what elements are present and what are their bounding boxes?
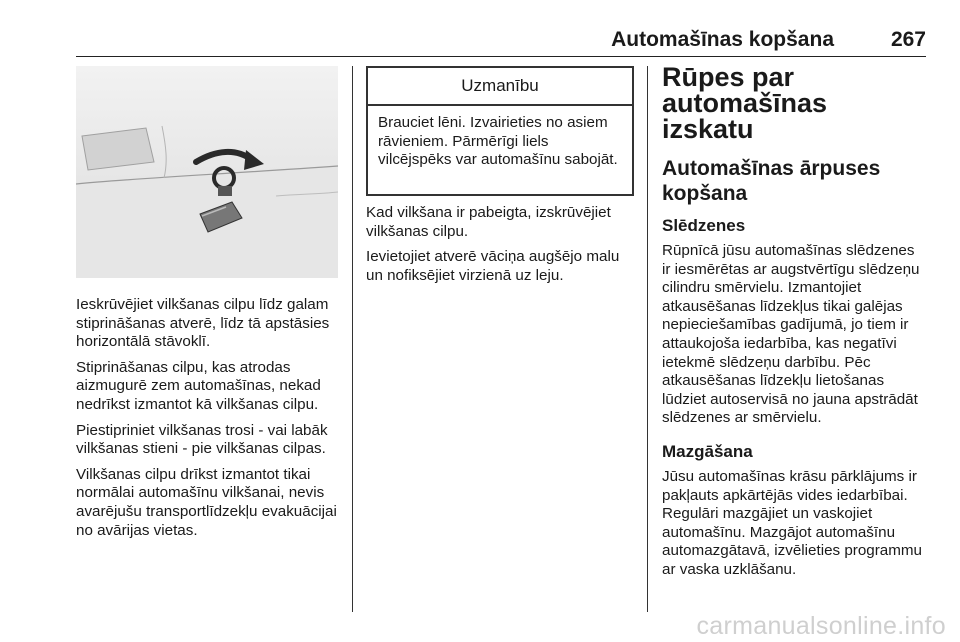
page-header [76, 0, 926, 58]
watermark: carmanualsonline.info [696, 612, 946, 640]
left-column-text [76, 296, 342, 547]
chapter-title: Automašīnas kopšana [611, 28, 834, 51]
section-subtitle: Automašīnas ārpuses kopšana [662, 157, 881, 205]
paragraph: Ievietojiet atverē vāciņa augšējo malu un nofiksējiet virzienā uz leju. [366, 248, 620, 284]
paragraph: Piestipriniet vilkšanas trosi - vai labāk vilkšanas stieni - pie vilkšanas cilpas. [76, 421, 328, 458]
column-divider-left [352, 66, 353, 612]
paragraph: Vilkšanas cilpu drīkst izmantot tikai normālai automašīnu vilkšanai, nevis avarējušu transportlīdzekļu evakuācijai no avārijas vietas. [76, 465, 337, 539]
paragraph: Rūpnīcā jūsu automašīnas slēdzenes ir iesmērētas ar augstvērtīgu slēdzeņu cilindru smērvielu. Izmantojiet atkausēšanas līdzekļus tikai galējas nepieciešamības gadījumā, jo tiem ir attaukojoša iedarbība, kas negatīvi ietekmē slēdzeņu darbību. Pēc atkausēšanas līdzekļu lietošanas lūdziet autoservisā no jauna apstrādāt slēdzenes ar smērvielu. [662, 242, 920, 427]
middle-column-text [366, 204, 636, 292]
paragraph: Stiprināšanas cilpu, kas atrodas aizmugurē zem automašīnas, nekad nedrīkst izmantot kā vilkšanas cilpu. [76, 358, 321, 413]
section-title: Rūpes par automašīnas izskatu [662, 62, 828, 144]
caution-heading: Uzmanību [368, 68, 632, 106]
column-divider-right [647, 66, 648, 612]
header-rule [76, 56, 926, 57]
paragraph: Ieskrūvējiet vilkšanas cilpu līdz galam stiprināšanas atverē, līdz tā apstāsies horizontālā stāvoklī. [76, 296, 330, 351]
caution-box [366, 66, 634, 196]
caution-text: Brauciet lēni. Izvairieties no asiem rāvieniem. Pārmērīgi liels vilcējspēks var automašīnu sabojāt. [378, 114, 618, 169]
paragraph: Jūsu automašīnas krāsu pārklājums ir pakļauts apkārtējās vides iedarbībai. Regulāri mazgājiet un vaskojiet automašīnu. Mazgājot automašīnu automazgātavā, izvēlieties programmu ar vaska uzklāšanu. [662, 467, 922, 578]
paragraph: Kad vilkšana ir pabeigta, izskrūvējiet vilkšanas cilpu. [366, 204, 611, 240]
right-column-text [662, 64, 926, 594]
subsection-heading-locks: Slēdzenes [662, 216, 746, 235]
bumper-drawing [76, 66, 338, 278]
page-number: 267 [890, 28, 926, 51]
towing-eye-illustration [76, 66, 338, 278]
subsection-heading-washing: Mazgāšana [662, 441, 753, 461]
